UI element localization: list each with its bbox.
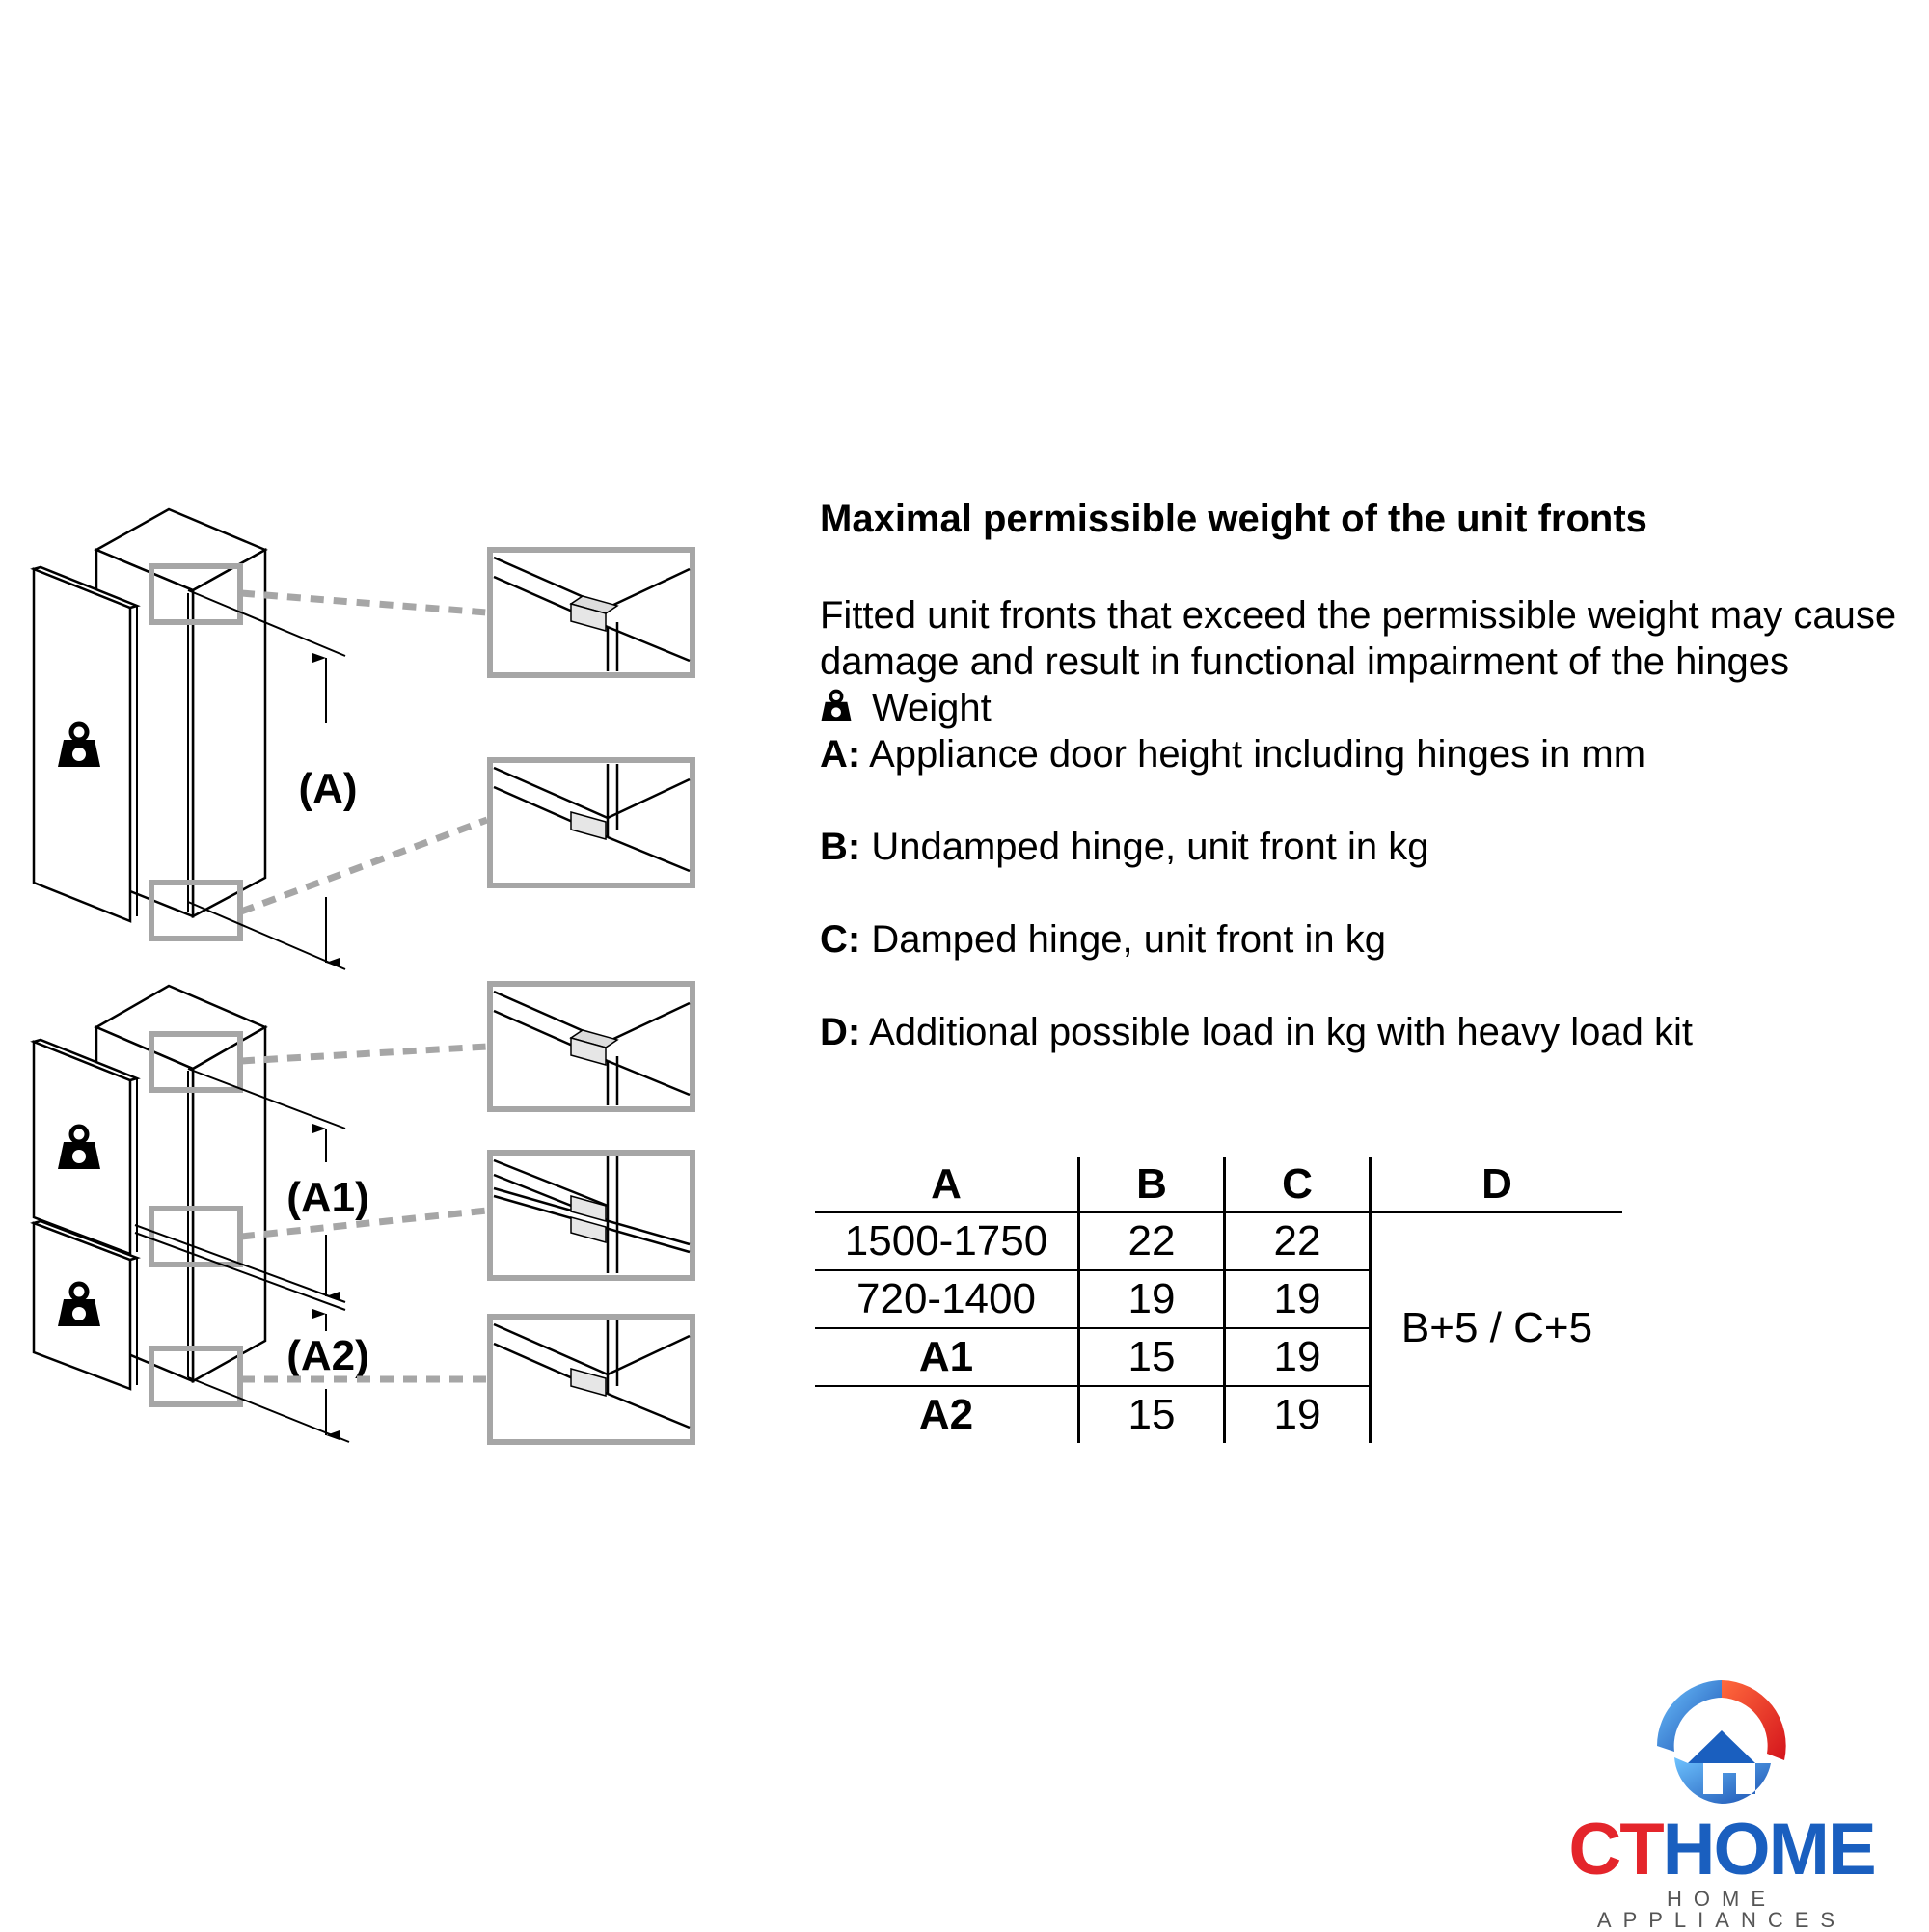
table-header-row xyxy=(815,1157,1622,1212)
hinge-detail-middle xyxy=(490,1153,693,1278)
cell-b: 15 xyxy=(1079,1328,1225,1386)
dimension-label-a1: (A1) xyxy=(286,1174,369,1221)
column-header-b: B xyxy=(1079,1157,1225,1212)
dimension-label-a: (A) xyxy=(298,765,358,812)
legend-key: D: xyxy=(820,1011,861,1053)
page-title: Maximal permissible weight of the unit fronts xyxy=(820,498,1647,540)
info-panel xyxy=(820,492,1900,1055)
cell-b: 22 xyxy=(1079,1212,1225,1270)
cell-c: 22 xyxy=(1225,1212,1371,1270)
cell-a: A2 xyxy=(918,1391,974,1438)
callout-leaders xyxy=(241,593,487,912)
column-header-a: A xyxy=(815,1157,1079,1212)
cthome-logo xyxy=(1543,1669,1900,1932)
legend-weight xyxy=(820,685,1900,731)
legend-key: B: xyxy=(820,826,861,868)
cell-c: 19 xyxy=(1225,1328,1371,1386)
logo-word-ct: CT xyxy=(1568,1809,1663,1891)
weight-icon xyxy=(820,688,853,724)
cell-b: 19 xyxy=(1079,1270,1225,1328)
column-header-c: C xyxy=(1225,1157,1371,1212)
hinge-detail-bottom xyxy=(490,760,693,885)
cell-b: 15 xyxy=(1079,1386,1225,1443)
description: Fitted unit fronts that exceed the permissible weight may cause damage and result in functional impairment of the hinges xyxy=(820,594,1897,683)
hinge-detail-top xyxy=(490,550,693,675)
legend-key: A: xyxy=(820,733,861,776)
cell-c: 19 xyxy=(1225,1386,1371,1443)
table-row xyxy=(815,1212,1622,1270)
legend-text: Appliance door height including hinges in mm xyxy=(869,733,1646,776)
column-header-d: D xyxy=(1371,1157,1623,1212)
logo-wordmark xyxy=(1543,1809,1900,1891)
legend-d xyxy=(820,1009,1900,1055)
logo-tagline: HOME APPLIANCES xyxy=(1596,1887,1847,1932)
hinge-detail-top-2 xyxy=(490,984,693,1109)
cell-a: A1 xyxy=(815,1328,1079,1386)
legend-weight-label: Weight xyxy=(872,687,992,729)
cell-a: 1500-1750 xyxy=(815,1212,1079,1270)
legend-c xyxy=(820,916,1900,963)
weight-table xyxy=(815,1157,1622,1443)
cell-d: B+5 / C+5 xyxy=(1371,1212,1623,1443)
legend-a xyxy=(820,731,1900,777)
hinge-detail-bottom-2 xyxy=(490,1317,693,1442)
legend-b xyxy=(820,824,1900,870)
logo-word-home: HOME xyxy=(1662,1809,1875,1891)
house-logo-icon xyxy=(1543,1669,1900,1813)
dimension-label-a2: (A2) xyxy=(286,1332,369,1379)
legend-key: C: xyxy=(820,918,861,961)
cell-a: 720-1400 xyxy=(815,1270,1079,1328)
legend-text: Undamped hinge, unit front in kg xyxy=(871,826,1429,868)
legend-text: Damped hinge, unit front in kg xyxy=(871,918,1386,961)
legend-text: Additional possible load in kg with heavy load kit xyxy=(869,1011,1693,1053)
cell-c: 19 xyxy=(1225,1270,1371,1328)
